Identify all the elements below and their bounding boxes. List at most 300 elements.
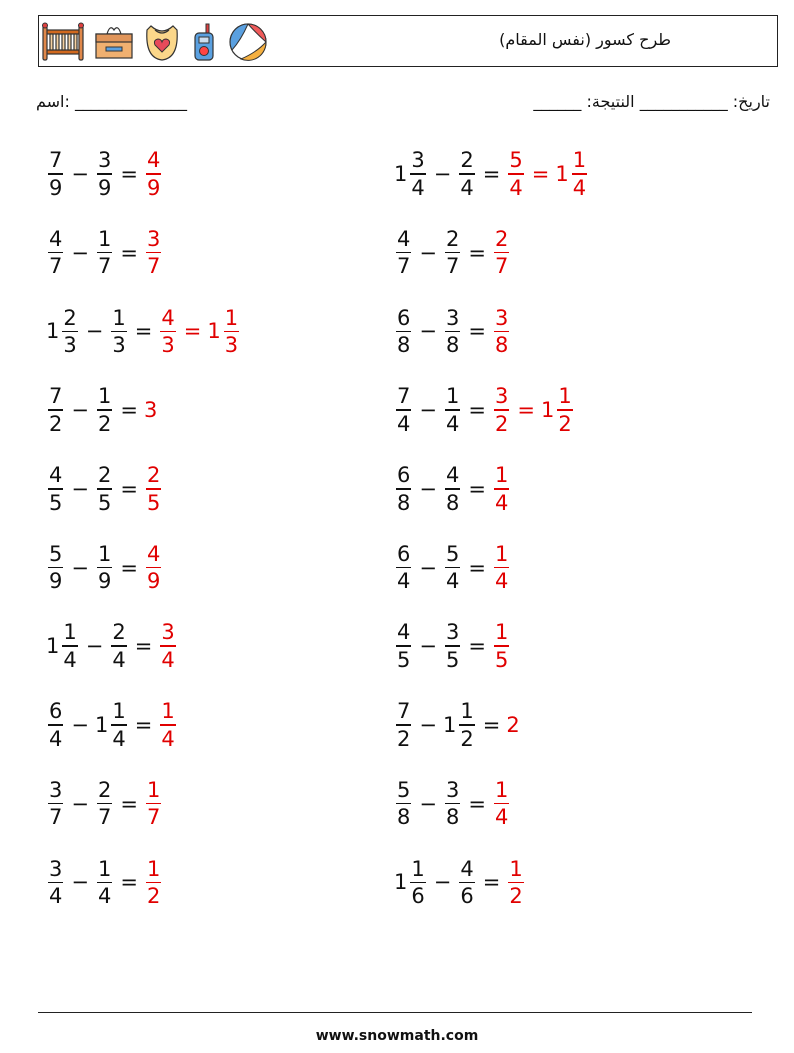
fraction (97, 462, 112, 516)
numerator: 3 (161, 620, 175, 645)
mixed-number (46, 226, 65, 280)
worksheet-title: طرح كسور (نفس المقام) (499, 30, 671, 49)
fraction (48, 698, 63, 752)
fraction (396, 619, 411, 673)
denominator: 6 (411, 884, 425, 909)
denominator: 4 (112, 647, 126, 672)
denominator: 4 (161, 647, 175, 672)
equals-sign: = (468, 319, 486, 344)
fraction (494, 305, 509, 359)
denominator: 4 (445, 411, 460, 436)
problem-item (394, 221, 511, 285)
fraction (97, 541, 112, 595)
denominator: 2 (146, 884, 161, 909)
numerator: 6 (49, 699, 63, 724)
fraction (146, 226, 161, 280)
numerator: 1 (161, 699, 175, 724)
numerator: 3 (494, 384, 509, 409)
equals-sign: = (134, 712, 153, 737)
mixed-number (457, 147, 476, 201)
denominator: 4 (63, 647, 77, 672)
fraction (410, 147, 425, 201)
denominator: 4 (411, 175, 425, 200)
fraction (459, 698, 474, 752)
mixed-number (95, 777, 114, 831)
answer (492, 462, 511, 516)
fraction (445, 619, 460, 673)
numerator: 5 (397, 777, 411, 802)
denominator: 8 (494, 333, 509, 358)
mixed-number (95, 541, 114, 595)
answer (158, 619, 177, 673)
fraction (494, 226, 509, 280)
denominator: 3 (63, 333, 77, 358)
mixed-number (109, 619, 128, 673)
fraction (48, 147, 63, 201)
worksheet-header (38, 15, 778, 67)
mixed-number (492, 619, 511, 673)
numerator: 7 (49, 384, 63, 409)
minus-sign: − (71, 555, 89, 580)
numerator: 6 (397, 541, 411, 566)
denominator: 4 (494, 569, 509, 594)
answer-equals-sign: = (183, 319, 202, 344)
mixed-number (394, 698, 413, 752)
numerator: 7 (397, 699, 411, 724)
mixed-number (394, 147, 428, 201)
fraction (572, 147, 587, 201)
denominator: 5 (397, 647, 411, 672)
denominator: 4 (572, 175, 587, 200)
fraction (62, 619, 77, 673)
fraction (459, 147, 474, 201)
denominator: 4 (494, 805, 509, 830)
mixed-number (46, 383, 65, 437)
fraction (396, 698, 411, 752)
mixed-number (144, 398, 158, 422)
problem-item (46, 693, 178, 757)
mixed-number (457, 856, 476, 910)
equals-sign: = (120, 555, 138, 580)
problem-item (394, 142, 589, 206)
fraction (97, 226, 112, 280)
equals-sign: = (482, 162, 501, 186)
numerator: 1 (494, 620, 509, 645)
fraction (445, 462, 460, 516)
fraction (410, 856, 425, 910)
equals-sign: = (120, 398, 138, 423)
mixed-number (95, 462, 114, 516)
equals-sign: = (468, 791, 486, 816)
problem-item (46, 221, 163, 285)
denominator: 2 (397, 726, 411, 751)
problem-item (394, 536, 511, 600)
fraction (494, 541, 509, 595)
mixed-number (109, 305, 128, 359)
fraction (396, 777, 411, 831)
fraction (48, 541, 63, 595)
problem-item (46, 457, 163, 521)
minus-sign: − (419, 791, 437, 816)
mixed-number (443, 383, 462, 437)
minus-sign: − (71, 476, 89, 501)
numerator: 1 (112, 305, 126, 330)
problem-item (394, 378, 575, 442)
numerator: 6 (397, 305, 411, 330)
mixed-number (95, 226, 114, 280)
minus-sign: − (419, 555, 437, 580)
mixed-number (443, 777, 462, 831)
equals-sign: = (468, 634, 486, 659)
whole-part: 1 (540, 398, 555, 423)
mixed-number (158, 305, 177, 359)
header-icons (41, 20, 269, 64)
fraction (494, 462, 509, 516)
denominator: 9 (49, 569, 63, 594)
whole-part: 1 (46, 319, 60, 344)
answer (144, 856, 163, 910)
denominator: 8 (397, 333, 411, 358)
numerator: 2 (112, 620, 126, 645)
mixed-number (541, 383, 575, 437)
numerator: 1 (63, 620, 77, 645)
numerator: 7 (397, 384, 411, 409)
numerator: 2 (97, 777, 112, 802)
numerator: 3 (49, 856, 63, 881)
tissue-box-icon (93, 22, 135, 62)
denominator: 4 (397, 411, 411, 436)
mixed-number (95, 856, 114, 910)
mixed-number (394, 541, 413, 595)
equals-sign: = (134, 319, 153, 344)
answer (144, 777, 163, 831)
numerator: 2 (445, 226, 460, 251)
numerator: 2 (146, 463, 161, 488)
numerator: 3 (146, 226, 161, 251)
equals-sign: = (120, 476, 138, 501)
numerator: 3 (445, 777, 460, 802)
whole-part: 1 (555, 162, 569, 186)
answer (492, 619, 511, 673)
numerator: 1 (558, 384, 572, 409)
numerator: 5 (509, 148, 523, 173)
fraction (396, 226, 411, 280)
numerator: 4 (397, 620, 411, 645)
problem-item (46, 614, 178, 678)
name-field-label: اسم: ______________ (36, 92, 187, 111)
problem-item (46, 299, 241, 363)
equals-sign: = (120, 791, 138, 816)
denominator: 3 (224, 333, 239, 358)
minus-sign: − (419, 712, 437, 737)
problem-item (394, 299, 511, 363)
denominator: 8 (445, 805, 460, 830)
minus-sign: − (433, 162, 452, 186)
mixed-number (443, 226, 462, 280)
denominator: 2 (97, 411, 112, 436)
equals-sign: = (120, 870, 138, 895)
numerator: 4 (146, 541, 161, 566)
fraction (97, 147, 112, 201)
denominator: 2 (460, 726, 474, 751)
answer (526, 147, 589, 201)
mixed-number (555, 147, 589, 201)
numerator: 4 (49, 463, 63, 488)
fraction (146, 147, 161, 201)
numerator: 2 (494, 226, 509, 251)
fraction (494, 777, 509, 831)
fraction (445, 305, 460, 359)
numerator: 1 (97, 226, 112, 251)
fraction (396, 305, 411, 359)
whole-part: 1 (394, 870, 408, 895)
mixed-number (443, 305, 462, 359)
fraction (160, 619, 175, 673)
fraction (396, 383, 411, 437)
mixed-number (95, 147, 114, 201)
mixed-number (394, 462, 413, 516)
mixed-number (492, 305, 511, 359)
numerator: 4 (49, 226, 63, 251)
fraction (97, 856, 112, 910)
numerator: 1 (97, 856, 112, 881)
mixed-number (443, 541, 462, 595)
mixed-number (158, 698, 177, 752)
denominator: 3 (112, 333, 126, 358)
problem-item (394, 457, 511, 521)
mixed-number (144, 226, 163, 280)
fraction (146, 462, 161, 516)
fraction (97, 383, 112, 437)
mixed-number (394, 383, 413, 437)
answer-equals-sign: = (517, 398, 535, 423)
minus-sign: − (85, 319, 104, 344)
denominator: 4 (49, 884, 63, 909)
answer (144, 398, 158, 422)
denominator: 8 (397, 490, 411, 515)
denominator: 7 (494, 254, 509, 279)
mixed-number (506, 856, 525, 910)
denominator: 4 (397, 569, 411, 594)
answer (492, 541, 511, 595)
mixed-number (46, 698, 65, 752)
fraction (445, 226, 460, 280)
numerator: 1 (112, 699, 126, 724)
numerator: 2 (63, 305, 77, 330)
minus-sign: − (419, 319, 437, 344)
mixed-number (46, 619, 80, 673)
whole-part: 1 (46, 634, 60, 659)
mixed-number (95, 383, 114, 437)
answer (158, 698, 177, 752)
footer-url: www.snowmath.com (315, 1028, 479, 1044)
answer (158, 305, 177, 359)
mixed-number (144, 856, 163, 910)
denominator: 2 (558, 411, 572, 436)
numerator: 1 (97, 384, 112, 409)
fraction (160, 305, 175, 359)
answer (506, 856, 525, 910)
denominator: 8 (445, 333, 460, 358)
fraction (48, 226, 63, 280)
mixed-number (492, 383, 511, 437)
denominator: 7 (49, 805, 63, 830)
answer (144, 147, 163, 201)
denominator: 9 (97, 569, 112, 594)
denominator: 2 (49, 411, 63, 436)
mixed-number (158, 619, 177, 673)
answer (506, 713, 520, 737)
problem-item (394, 693, 521, 757)
mixed-number (46, 541, 65, 595)
numerator: 5 (445, 541, 460, 566)
fraction (111, 698, 126, 752)
minus-sign: − (419, 634, 437, 659)
answer (492, 777, 511, 831)
minus-sign: − (85, 634, 104, 659)
fraction (97, 777, 112, 831)
denominator: 6 (460, 884, 474, 909)
fraction (494, 619, 509, 673)
answer (492, 226, 511, 280)
mixed-number (492, 226, 511, 280)
mixed-number (394, 226, 413, 280)
equals-sign: = (120, 240, 138, 265)
denominator: 7 (97, 254, 112, 279)
numerator: 1 (494, 541, 509, 566)
mixed-number (394, 619, 413, 673)
equals-sign: = (134, 634, 153, 659)
mixed-number (95, 698, 129, 752)
beach-ball-icon (227, 22, 269, 62)
denominator: 9 (146, 175, 161, 200)
bib-icon (143, 22, 181, 62)
numerator: 6 (397, 463, 411, 488)
minus-sign: − (419, 398, 437, 423)
problem-item (46, 850, 163, 914)
fraction (146, 541, 161, 595)
denominator: 9 (49, 175, 63, 200)
denominator: 4 (112, 726, 126, 751)
fraction (48, 462, 63, 516)
numerator: 2 (460, 148, 474, 173)
mixed-number (144, 541, 163, 595)
denominator: 2 (494, 411, 509, 436)
numerator: 7 (49, 148, 63, 173)
date-score-label: ______ :تاريخ: ___________ النتيجة (533, 92, 770, 111)
denominator: 4 (97, 884, 112, 909)
numerator: 1 (445, 384, 460, 409)
numerator: 1 (224, 305, 239, 330)
answer (144, 541, 163, 595)
whole-part: 3 (143, 398, 158, 423)
denominator: 8 (445, 490, 460, 515)
denominator: 5 (494, 647, 509, 672)
mixed-number (394, 777, 413, 831)
numerator: 4 (445, 463, 460, 488)
fraction (146, 777, 161, 831)
numerator: 1 (572, 148, 587, 173)
denominator: 3 (161, 333, 175, 358)
equals-sign: = (468, 240, 486, 265)
fraction (445, 777, 460, 831)
problem-item (46, 772, 163, 836)
equals-sign: = (482, 870, 501, 895)
answer (492, 383, 511, 437)
fraction (396, 541, 411, 595)
numerator: 4 (146, 148, 161, 173)
fraction (62, 305, 77, 359)
equals-sign: = (482, 712, 501, 737)
numerator: 1 (146, 777, 161, 802)
answer (506, 147, 525, 201)
baby-monitor-icon (189, 22, 219, 62)
minus-sign: − (419, 476, 437, 501)
minus-sign: − (71, 240, 89, 265)
fraction (111, 305, 126, 359)
denominator: 7 (146, 805, 161, 830)
equals-sign: = (468, 555, 486, 580)
answer (144, 226, 163, 280)
whole-part: 1 (442, 712, 457, 737)
whole-part: 1 (394, 162, 408, 186)
mixed-number (443, 462, 462, 516)
problem-item (46, 142, 163, 206)
numerator: 1 (411, 856, 425, 881)
numerator: 3 (494, 305, 509, 330)
fraction (111, 619, 126, 673)
denominator: 8 (397, 805, 411, 830)
numerator: 1 (509, 856, 523, 881)
problem-item (394, 772, 511, 836)
mixed-number (46, 305, 80, 359)
fraction (224, 305, 239, 359)
fraction (508, 147, 523, 201)
numerator: 5 (49, 541, 63, 566)
denominator: 4 (460, 175, 474, 200)
equals-sign: = (468, 398, 486, 423)
fraction (396, 462, 411, 516)
answer (178, 305, 241, 359)
minus-sign: − (71, 870, 89, 895)
answer (144, 462, 163, 516)
mixed-number (46, 777, 65, 831)
denominator: 9 (146, 569, 161, 594)
mixed-number (394, 856, 428, 910)
problem-item (394, 850, 526, 914)
answer-equals-sign: = (531, 162, 550, 186)
denominator: 9 (97, 175, 112, 200)
mixed-number (144, 777, 163, 831)
numerator: 1 (97, 541, 112, 566)
mixed-number (506, 147, 525, 201)
whole-part: 1 (207, 319, 221, 344)
mixed-number (46, 147, 65, 201)
denominator: 5 (146, 490, 161, 515)
numerator: 1 (146, 856, 161, 881)
mixed-number (492, 777, 511, 831)
fraction (48, 856, 63, 910)
whole-part: 2 (506, 712, 520, 737)
numerator: 1 (494, 463, 509, 488)
minus-sign: − (433, 870, 452, 895)
minus-sign: − (71, 712, 89, 737)
minus-sign: − (71, 398, 89, 423)
numerator: 1 (494, 777, 509, 802)
fraction (557, 383, 572, 437)
minus-sign: − (71, 791, 89, 816)
denominator: 5 (445, 647, 460, 672)
